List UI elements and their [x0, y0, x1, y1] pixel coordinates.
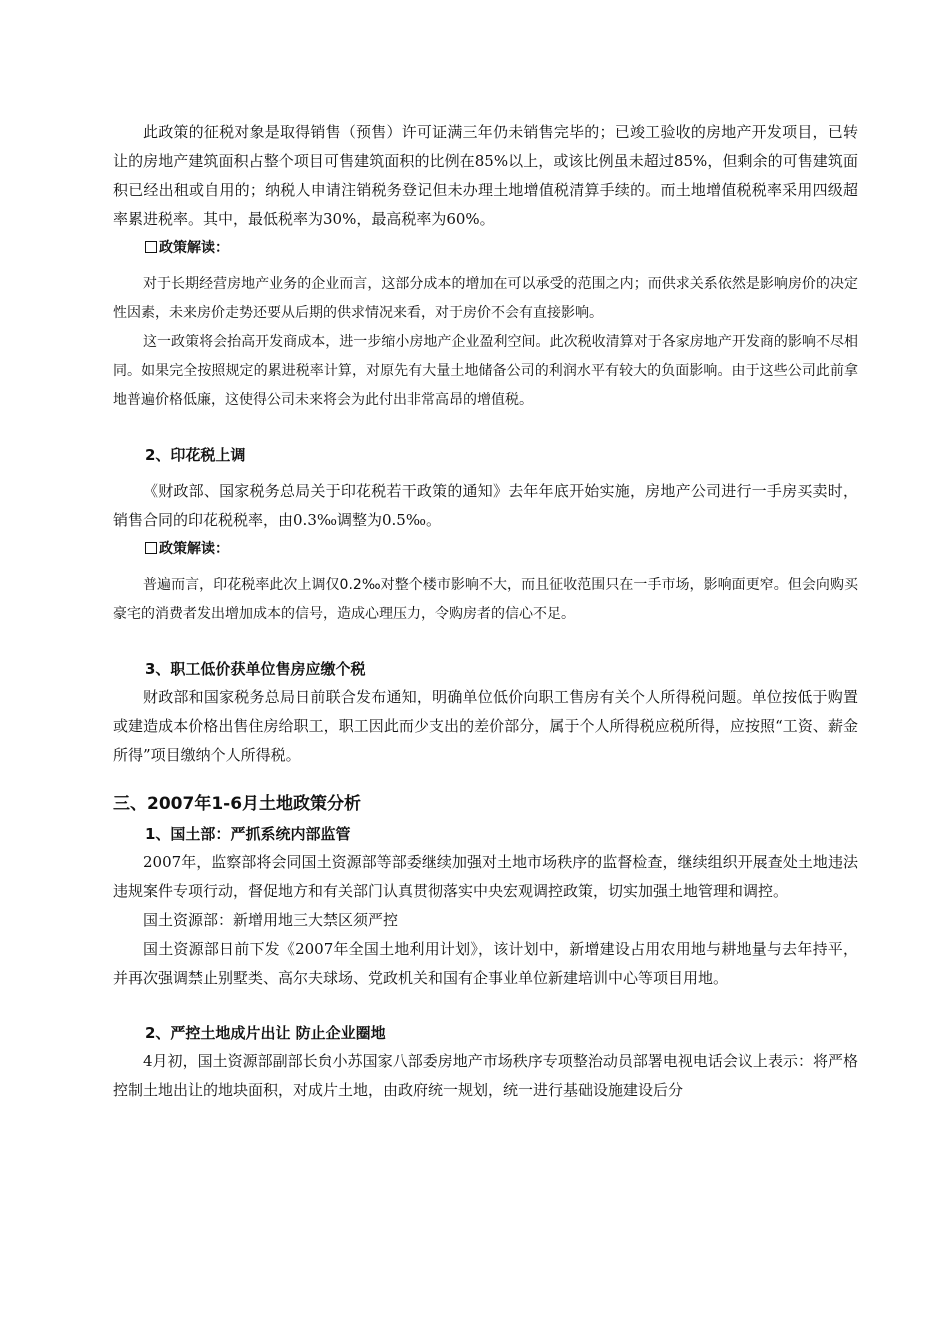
paragraph-employee-housing: 财政部和国家税务总局日前联合发布通知，明确单位低价向职工售房有关个人所得税问题。单位按低于购置或建造成本价格出售住房给职工，职工因此而少支出的差价部分，属于个人所得税应税所得，应按照“工资、薪金所得”项目缴纳个人所得税。	[113, 688, 858, 764]
section-heading-supervision: 1、国土部：严抓系统内部监管	[145, 825, 351, 843]
paragraph-land-use-plan: 国土资源部日前下发《2007年全国土地利用计划》，该计划中，新增建设占用农用地与耕地量与去年持平，并再次强调禁止别墅类、高尔夫球场、党政机关和国有企事业单位新建培训中心等项目用地。	[113, 940, 858, 987]
checkbox-bullet-icon	[145, 241, 157, 253]
policy-interpretation-label: 政策解读：	[113, 234, 858, 262]
paragraph-tax-scope: 此政策的征税对象是取得销售（预售）许可证满三年仍未销售完毕的；已竣工验收的房地产开发项目，已转让的房地产建筑面积占整个项目可售建筑面积的比例在85%以上，或该比例虽未超过85%，但剩余的可售建筑面积已经出租或自用的；纳税人申请注销税务登记但未办理土地增值税清算手续的。而土地增值税税率采用四级超率累进税率。其中，最低税率为30%，最高税率为60%。	[113, 123, 858, 228]
section-heading-employee-housing-tax: 3、职工低价获单位售房应缴个税	[145, 660, 366, 678]
paragraph-stamp-tax: 《财政部、国家税务总局关于印花税若干政策的通知》去年年底开始实施，房地产公司进行一手房买卖时，销售合同的印花税税率，由0.3‰调整为0.5‰。	[113, 482, 858, 529]
paragraph-stamp-interpretation: 普遍而言，印花税率此次上调仅0.2‰对整个楼市影响不大，而且征收范围只在一手市场，影响面更窄。但会向购买豪宅的消费者发出增加成本的信号，造成心理压力，令购房者的信心不足。	[113, 577, 858, 622]
section-heading-stamp-tax: 2、印花税上调	[145, 446, 246, 464]
section-heading-land-transfer: 2、严控土地成片出让 防止企业圈地	[145, 1024, 386, 1042]
paragraph-land-transfer: 4月初，国土资源部副部长贠小苏国家八部委房地产市场秩序专项整治动员部署电视电话会议上表示：将严格控制土地出让的地块面积，对成片土地，由政府统一规划，统一进行基础设施建设后分	[113, 1052, 858, 1099]
paragraph-interpretation-1: 对于长期经营房地产业务的企业而言，这部分成本的增加在可以承受的范围之内；而供求关系依然是影响房价的决定性因素，未来房价走势还要从后期的供求情况来看，对于房价不会有直接影响。	[113, 276, 858, 321]
checkbox-bullet-icon	[145, 542, 157, 554]
paragraph-supervision: 2007年，监察部将会同国土资源部等部委继续加强对土地市场秩序的监督检查，继续组织开展查处土地违法违规案件专项行动，督促地方和有关部门认真贯彻落实中央宏观调控政策，切实加强土地管理和调控。	[113, 853, 858, 900]
policy-interpretation-label: 政策解读：	[113, 535, 858, 563]
paragraph-restricted-zones-title: 国土资源部：新增用地三大禁区须严控	[143, 911, 399, 929]
paragraph-interpretation-2: 这一政策将会抬高开发商成本，进一步缩小房地产企业盈利空间。此次税收清算对于各家房地产开发商的影响不尽相同。如果完全按照规定的累进税率计算，对原先有大量土地储备公司的利润水平有较大的负面影响。由于这些公司此前拿地普遍价格低廉，这使得公司未来将会为此付出非常高昂的增值税。	[113, 334, 858, 408]
chapter-title-land-policy: 三、2007年1-6月土地政策分析	[113, 794, 362, 814]
